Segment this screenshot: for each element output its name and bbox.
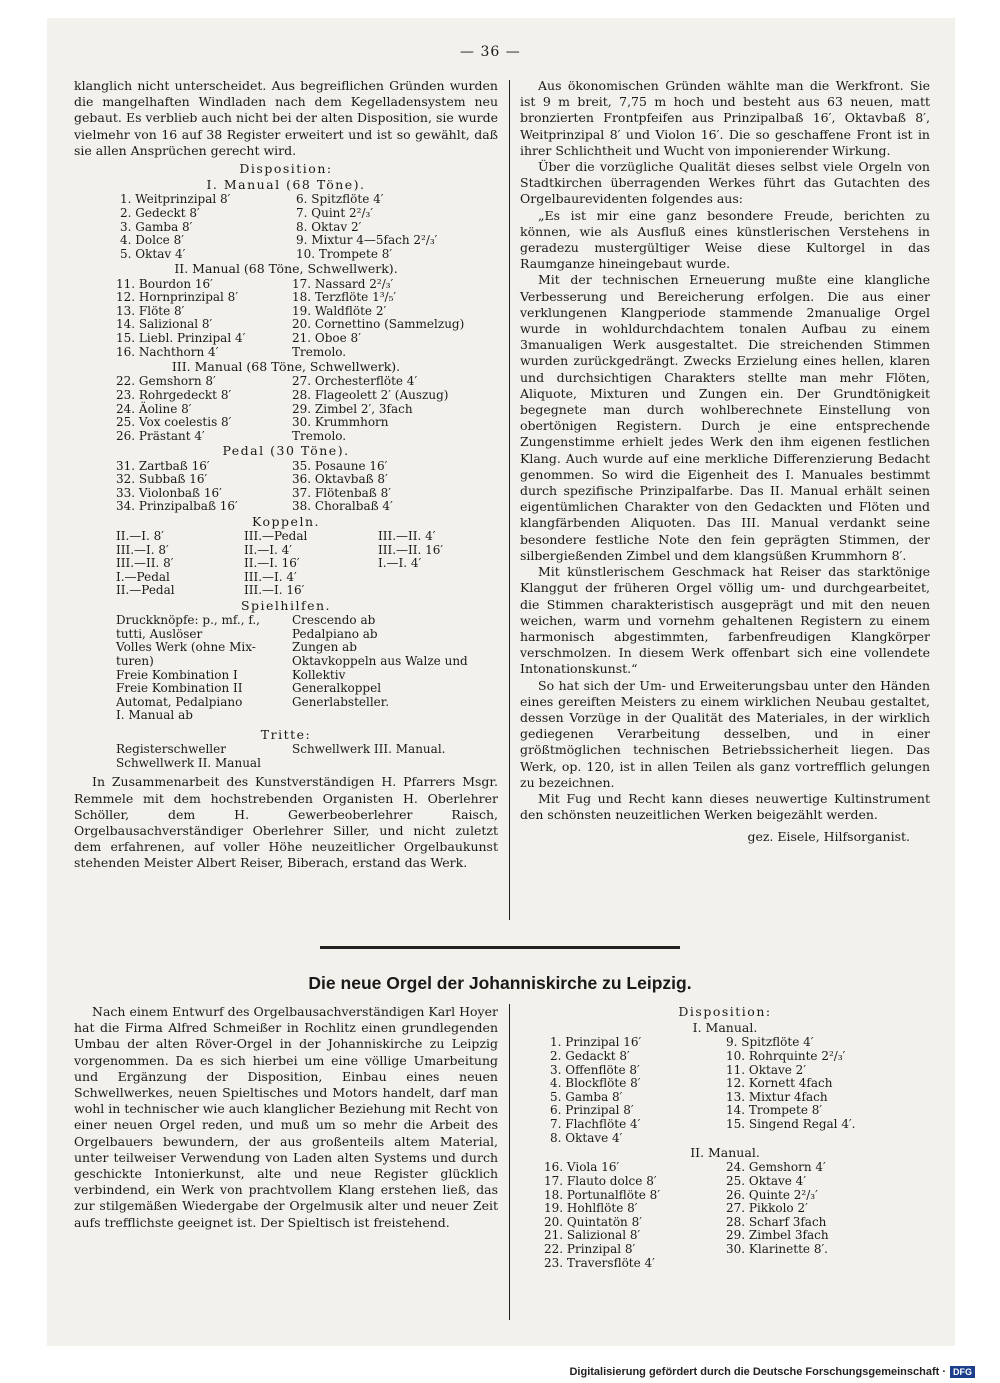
register-cell: [292, 757, 445, 771]
register-cell: [726, 1257, 829, 1271]
register-cell: 21. Oboe 8′: [292, 330, 361, 345]
article2-manual2-table: [544, 1161, 829, 1270]
register-row: [120, 248, 437, 262]
register-row: [116, 389, 448, 403]
register-row: [544, 1189, 829, 1203]
register-row: [550, 1077, 856, 1091]
tritte-heading: Tritte:: [260, 727, 312, 743]
register-cell: Tremolo.: [292, 344, 347, 359]
register-row: [116, 682, 468, 696]
register-cell: turen): [116, 654, 154, 669]
register-row: [116, 291, 464, 305]
register-cell: 21. Salizional 8′: [544, 1228, 641, 1243]
register-row: [544, 1229, 829, 1243]
register-row: [116, 473, 393, 487]
register-cell: 7. Quint 2²/₃′: [296, 206, 374, 221]
register-cell: III.—II. 16′: [378, 542, 444, 557]
register-cell: 10. Trompete 8′: [296, 246, 393, 261]
intro-paragraph: klanglich nicht unterscheidet. Aus begreiflichen Gründen wurden die mangelhaften Windladen nach dem Kegelladensystem neu gebaut. Es verblieb auch nicht bei der alten Disposition, sie wurde vielmehr von 16 auf 38 Register erweitert und ist so gewählt, daß sie allen Ansprüchen gerecht wird.: [74, 78, 498, 158]
register-cell: 18. Terzflöte 1³/₅′: [292, 290, 397, 305]
register-cell: 3. Offenflöte 8′: [550, 1062, 640, 1077]
register-cell: 25. Oktave 4′: [726, 1173, 807, 1188]
article2-manual1-table: [550, 1036, 856, 1145]
article2-manual1-heading: I. Manual.: [692, 1020, 758, 1036]
register-cell: 2. Gedackt 8′: [550, 1049, 630, 1063]
register-cell: 37. Flötenbaß 8′: [292, 485, 391, 500]
left-column: [74, 78, 498, 872]
article2-text-column: [74, 1004, 498, 1231]
register-cell: II.—I. 16′: [244, 556, 300, 571]
tritte-table: [116, 743, 445, 770]
register-row: [116, 757, 445, 771]
register-row: [116, 709, 468, 723]
article2-manual2-heading: II. Manual.: [690, 1145, 760, 1161]
register-row: [120, 193, 437, 207]
register-cell: 29. Zimbel 3fach: [726, 1228, 829, 1243]
register-row: [116, 544, 443, 558]
register-row: [544, 1175, 829, 1189]
register-row: [544, 1243, 829, 1257]
register-cell: 19. Hohlflöte 8′: [544, 1201, 638, 1216]
register-cell: 9. Mixtur 4—5fach 2²/₃′: [296, 233, 438, 248]
right-paragraph-1: Aus ökonomischen Gründen wählte man die Werkfront. Sie ist 9 m breit, 7,75 m hoch und besteht aus 63 neuen, matt bronzierten Frontpfeifen aus Prinzipalbaß 16′, Oktavbaß 8′, Weitprinzipal 8′ und Violon 16′. Die so geschaffene Front ist in ihrer Schlichtheit und Wucht von imponierender Wirkung.: [520, 78, 930, 158]
register-cell: 27. Pikkolo 2′: [726, 1201, 808, 1216]
register-cell: 24. Gemshorn 4′: [726, 1160, 826, 1175]
register-row: [120, 207, 437, 221]
right-column: [520, 78, 930, 846]
register-cell: III.—II. 4′: [378, 529, 436, 544]
register-cell: 13. Flöte 8′: [116, 303, 185, 318]
register-cell: 13. Mixtur 4fach: [726, 1089, 828, 1104]
register-row: [116, 375, 448, 389]
register-cell: III.—I. 4′: [244, 569, 297, 584]
register-cell: 15. Singend Regal 4′.: [726, 1116, 856, 1131]
article-title: Die neue Orgel der Johanniskirche zu Leipzig.: [308, 973, 692, 993]
register-cell: 6. Spitzflöte 4′: [296, 192, 384, 207]
register-cell: [726, 1132, 856, 1146]
article2-paragraph: Nach einem Entwurf des Orgelbausachverständigen Karl Hoyer hat die Firma Alfred Schmeißer in Rochlitz einen grundlegenden Umbau der alten Röver-Orgel in der Johanniskirche zu Leipzig vorgenommen. Da es sich hierbei um eine völlige Umarbeitung und Ergänzung der Disposition, Einbau eines neuen Schwellwerkes, neuen Spieltisches und Motors handelt, darf man wohl in technischer wie auch klanglicher Beziehung mit Recht von einer neuen Orgel reden, und muß um so mehr die Arbeit des Orgelbauers bewundern, der aus großenteils altem Material, unter teilweiser Verwendung von Laden alten Systems und durch geschickte Intonierkunst, alte und neue Register glücklich verbindend, ein Werk von prachtvollem Klang erstehen ließ, das zur stilgemäßen Wiedergabe der Orgelmusik alter und neuer Zeit aufs trefflichste geeignet ist. Der Spieltisch ist freistehend.: [74, 1004, 498, 1230]
register-cell: 26. Prästant 4′: [116, 428, 205, 443]
dfg-logo: DFG: [950, 1366, 975, 1378]
register-row: [116, 305, 464, 319]
register-cell: 16. Viola 16′: [544, 1160, 620, 1175]
register-cell: Registerschweller: [116, 742, 226, 757]
register-cell: 14. Salizional 8′: [116, 317, 213, 332]
register-cell: 11. Oktave 2′: [726, 1062, 807, 1077]
register-cell: 32. Subbaß 16′: [116, 472, 208, 487]
register-cell: III.—Pedal: [244, 529, 308, 544]
register-cell: 11. Bourdon 16′: [116, 276, 213, 291]
register-cell: 20. Cornettino (Sammelzug): [292, 317, 465, 332]
register-row: [116, 557, 443, 571]
right-paragraph-5: Mit künstlerischem Geschmack hat Reiser das starktönige Klanggut der früheren Orgel völlig um- und durchgearbeitet, die Stimmen charakteristisch ausgeprägt und mit den neuen weichen, warm und vornehm gehaltenen Registern zu einem harmonisch abgestimmten, farbenfreudigen Klangkörper verschmolzen. In diesem Werk offenbart sich eine vollendete Intonationskunst.“: [520, 564, 930, 677]
register-cell: 5. Gamba 8′: [550, 1089, 623, 1104]
register-cell: 35. Posaune 16′: [292, 458, 388, 473]
pedal-table: [116, 460, 393, 514]
register-cell: 38. Choralbaß 4′: [292, 499, 393, 514]
register-cell: 9. Spitzflöte 4′: [726, 1035, 814, 1050]
koppeln-heading: Koppeln.: [252, 513, 320, 529]
register-cell: Schwellwerk II. Manual: [116, 755, 261, 770]
register-row: [116, 346, 464, 360]
register-cell: 30. Klarinette 8′.: [726, 1241, 828, 1256]
register-cell: Generlabsteller.: [292, 694, 390, 709]
register-cell: 33. Violonbaß 16′: [116, 485, 222, 500]
column-divider: [509, 80, 510, 920]
register-cell: 12. Hornprinzipal 8′: [116, 290, 239, 305]
register-cell: 19. Waldflöte 2′: [292, 303, 387, 318]
register-cell: Volles Werk (ohne Mix-: [116, 640, 256, 655]
register-cell: [378, 584, 443, 598]
register-cell: 28. Scharf 3fach: [726, 1214, 827, 1229]
register-row: [116, 500, 393, 514]
register-cell: Tremolo.: [292, 428, 347, 443]
article2-disposition: [520, 1004, 930, 1270]
register-cell: 23. Rohrgedeckt 8′: [116, 387, 232, 402]
register-row: [116, 278, 464, 292]
register-cell: III.—I. 16′: [244, 583, 305, 598]
section-rule: [320, 946, 680, 949]
signature: gez. Eisele, Hilfsorganist.: [747, 829, 910, 845]
manual1-heading: I. Manual (68 Töne).: [206, 177, 366, 193]
register-cell: 7. Flachflöte 4′: [550, 1116, 641, 1131]
register-cell: Pedalpiano ab: [292, 626, 378, 641]
register-row: [116, 430, 448, 444]
register-row: [116, 655, 468, 669]
manual3-table: [116, 375, 448, 443]
article2-divider: [509, 1004, 510, 1320]
register-cell: Oktavkoppeln aus Walze und: [292, 654, 468, 669]
register-cell: Druckknöpfe: p., mf., f.,: [116, 613, 260, 628]
page-number: — 36 —: [460, 44, 521, 60]
closing-paragraph: In Zusammenarbeit des Kunstverständigen H. Pfarrers Msgr. Remmele mit dem hochstrebenden Organisten H. Oberlehrer Schöller, dem H. Gewerbeoberlehrer Raisch, Orgelbausachverständiger Oberlehrer Siller, und nicht zuletzt dem erfahrenen, auf voller Höhe neuzeitlicher Orgelbaukunst stehenden Meister Albert Reiser, Biberach, erstand das Werk.: [74, 774, 498, 871]
manual3-heading: III. Manual (68 Töne, Schwellwerk).: [171, 359, 401, 375]
register-cell: III.—II. 8′: [116, 556, 174, 571]
register-cell: Schwellwerk III. Manual.: [292, 742, 446, 757]
register-cell: 12. Kornett 4fach: [726, 1076, 833, 1091]
manual2-heading: II. Manual (68 Töne, Schwellwerk).: [174, 261, 398, 277]
disposition-heading: Disposition:: [239, 161, 333, 177]
register-row: [116, 614, 468, 628]
register-cell: 26. Quinte 2²/₃′: [726, 1187, 818, 1202]
register-row: [550, 1064, 856, 1078]
register-cell: II.—I. 8′: [116, 529, 165, 544]
register-cell: 8. Oktave 4′: [550, 1130, 623, 1145]
register-cell: I.—I. 4′: [378, 556, 422, 571]
register-row: [120, 234, 437, 248]
register-cell: 10. Rohrquinte 2²/₃′: [726, 1049, 846, 1063]
right-paragraph-4: Mit der technischen Erneuerung mußte eine klangliche Verbesserung und Bereicherung erfolgen. Die aus einer verklungenen Klangperiode stammende 2manualige Orgel wurde in wohldurchdachtem tonalen Aufbau zu einem 3manualigen Werk ausgestaltet. Die streichenden Stimmen wurden zurückgedrängt. Zwecks Erzielung eines hellen, klaren und durchsichtigen Charakters stellte man mehr Flöten, Aliquote, Mixturen und Zungen ein. Der Grundtönigkeit begegnete man durch wohlberechnete Einstellung von obertönigen Registern. Durch je eine entsprechende Zungenstimme erhielt jedes Werk den ihm eigenen festlichen Klang. Auch wurde auf eine merkliche Differenzierung Bedacht genommen. So wird die Eigenheit des I. Manuales bestimmt durch spezifische Prinzipalfarbe. Das II. Manual erhält seinen eigentümlichen Charakter von den Gedackten und Flöten und klangfärbenden Aliquoten. Das III. Manual verdankt seine besondere festliche Note den fein geprägten Stimmen, der silbergießenden Zimbel und dem klangsüßen Krummhorn 8′.: [520, 272, 930, 563]
manual2-table: [116, 278, 464, 360]
register-cell: 24. Äoline 8′: [116, 401, 192, 416]
register-cell: 31. Zartbaß 16′: [116, 458, 210, 473]
register-cell: 29. Zimbel 2′, 3fach: [292, 401, 413, 416]
register-cell: 14. Trompete 8′: [726, 1103, 823, 1118]
register-cell: Crescendo ab: [292, 613, 376, 628]
register-row: [116, 416, 448, 430]
register-row: [116, 584, 443, 598]
register-row: [116, 641, 468, 655]
register-cell: 23. Traversflöte 4′: [544, 1255, 655, 1270]
register-row: [550, 1050, 856, 1064]
register-cell: Freie Kombination II: [116, 681, 243, 696]
register-cell: II.—Pedal: [116, 583, 175, 598]
register-cell: Generalkoppel: [292, 681, 382, 696]
article2-disposition-heading: Disposition:: [678, 1004, 772, 1019]
right-paragraph-7: Mit Fug und Recht kann dieses neuwertige Kultinstrument den schönsten neuzeitlichen Werken beigezählt werden.: [520, 790, 930, 823]
right-paragraph-6: So hat sich der Um- und Erweiterungsbau unter den Händen eines gereiften Meisters zu einem wirklichen Neubau gestaltet, dessen Vorzüge in der Qualität des Materiales, in der wirklich gediegenen Verarbeitung desselben, und in einer größtmöglichen technischen Betriebssicherheit liegen. Das Werk, op. 120, ist in allen Teilen als ganz vortrefflich gelungen zu bezeichnen.: [520, 677, 930, 790]
register-row: [550, 1091, 856, 1105]
register-cell: 17. Nassard 2²/₃′: [292, 276, 394, 291]
register-cell: Automat, Pedalpiano: [116, 694, 243, 709]
right-paragraph-3: „Es ist mir eine ganz besondere Freude, berichten zu können, wie als Ausfluß eines künstlerischen Verstehens in geradezu mustergültiger Weise diese Kultorgel in das Raumganze hineingebaut wurde.: [520, 207, 930, 272]
register-row: [116, 403, 448, 417]
register-cell: 17. Flauto dolce 8′: [544, 1173, 657, 1188]
register-row: [550, 1036, 856, 1050]
register-cell: Kollektiv: [292, 667, 346, 682]
register-row: [116, 743, 445, 757]
register-cell: 36. Oktavbaß 8′: [292, 472, 388, 487]
register-cell: 16. Nachthorn 4′: [116, 344, 219, 359]
register-cell: 30. Krummhorn: [292, 415, 389, 430]
register-cell: 20. Quintatön 8′: [544, 1214, 642, 1229]
register-row: [544, 1216, 829, 1230]
register-cell: 1. Prinzipal 16′: [550, 1035, 642, 1050]
register-row: [116, 530, 443, 544]
register-row: [544, 1161, 829, 1175]
register-cell: 18. Portunalflöte 8′: [544, 1187, 661, 1202]
register-cell: 28. Flageolett 2′ (Auszug): [292, 387, 449, 402]
register-row: [120, 221, 437, 235]
register-row: [550, 1104, 856, 1118]
register-row: [116, 460, 393, 474]
register-cell: Zungen ab: [292, 640, 357, 655]
spielhilfen-table: [116, 614, 468, 723]
register-cell: I. Manual ab: [116, 708, 193, 723]
register-cell: 1. Weitprinzipal 8′: [120, 192, 231, 207]
register-row: [544, 1257, 829, 1271]
register-cell: 15. Liebl. Prinzipal 4′: [116, 330, 246, 345]
register-cell: 27. Orchesterflöte 4′: [292, 374, 418, 389]
register-cell: 5. Oktav 4′: [120, 246, 186, 261]
spielhilfen-heading: Spielhilfen.: [240, 598, 332, 614]
register-cell: 22. Gemshorn 8′: [116, 374, 216, 389]
register-cell: [292, 709, 468, 723]
register-cell: I.—Pedal: [116, 569, 170, 584]
register-cell: [378, 571, 443, 585]
register-row: [116, 318, 464, 332]
register-row: [550, 1132, 856, 1146]
footer-text: Digitalisierung gefördert durch die Deutsche Forschungsgemeinschaft ·: [569, 1366, 946, 1378]
register-cell: 3. Gamba 8′: [120, 219, 193, 234]
koppeln-table: [116, 530, 443, 598]
register-cell: 4. Dolce 8′: [120, 233, 184, 248]
register-cell: 6. Prinzipal 8′: [550, 1103, 634, 1118]
register-row: [544, 1202, 829, 1216]
pedal-heading: Pedal (30 Töne).: [222, 443, 350, 459]
footer-credit: [569, 1366, 975, 1378]
register-row: [116, 628, 468, 642]
register-cell: 22. Prinzipal 8′: [544, 1241, 636, 1256]
register-cell: 4. Blockflöte 8′: [550, 1076, 641, 1091]
register-cell: III.—I. 8′: [116, 542, 169, 557]
register-cell: Freie Kombination I: [116, 667, 238, 682]
register-row: [116, 696, 468, 710]
register-cell: 8. Oktav 2′: [296, 219, 362, 234]
register-cell: tutti, Auslöser: [116, 626, 203, 641]
register-cell: 25. Vox coelestis 8′: [116, 415, 232, 430]
register-cell: 34. Prinzipalbaß 16′: [116, 499, 238, 514]
register-row: [116, 487, 393, 501]
register-row: [116, 332, 464, 346]
register-cell: II.—I. 4′: [244, 542, 293, 557]
register-row: [116, 571, 443, 585]
manual1-table: [120, 193, 437, 261]
right-paragraph-2: Über die vorzügliche Qualität dieses selbst viele Orgeln von Stadtkirchen überragenden Werkes führt das Gutachten des Orgelbaurevidenten folgendes aus:: [520, 159, 930, 207]
register-row: [550, 1118, 856, 1132]
register-row: [116, 669, 468, 683]
register-cell: 2. Gedeckt 8′: [120, 206, 200, 221]
